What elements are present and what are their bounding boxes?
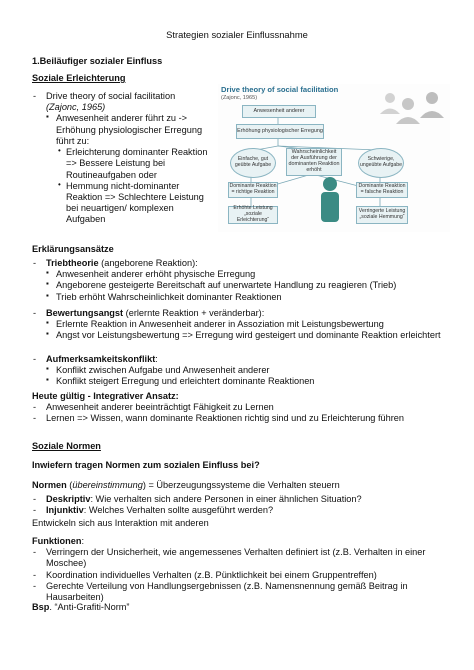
diagram-box-facilitation: Erhöhte Leistung „soziale Erleichterung“: [228, 206, 278, 224]
list-item: - Gerechte Verteilung von Handlungsergebnissen (z.B. Namensnennung gemäß Beitrag in Hausarbeiten): [32, 581, 452, 603]
list-item: [32, 354, 452, 365]
term: Normen: [32, 480, 67, 490]
list-item: - Anwesenheit anderer beeinträchtigt Fähigkeit zu Lernen: [32, 402, 452, 413]
term: Triebtheorie: [46, 258, 99, 268]
list-item: ▪ Anwesenheit anderer erhöht physische Erregung: [32, 269, 452, 280]
diagram-box-presence: Anwesenheit anderer: [242, 105, 316, 118]
term-detail: (angeborene Reaktion):: [98, 258, 198, 268]
list-item: ▪ Angeborene gesteigerte Bereitschaft auf unerwartete Handlung zu reagieren (Trieb): [32, 280, 452, 291]
subsection-heading: Soziale Erleichterung: [32, 73, 126, 83]
diagram-box-arousal: Erhöhung physiologischer Erregung: [236, 124, 324, 139]
norms-question: Inwiefern tragen Normen zum sozialen Einfluss bei?: [32, 460, 260, 470]
section-heading: 1.Beiläufiger sozialer Einfluss: [32, 56, 163, 66]
facilitation-diagram: [218, 84, 450, 232]
list-item: - Verringern der Unsicherheit, wie angemessenes Verhalten definiert ist (z.B. Verhalten in einer Moschee): [32, 547, 452, 569]
list-item: [32, 505, 452, 516]
term: Aufmerksamkeitskonflikt: [46, 354, 156, 364]
diagram-title: Drive theory of social facilitation: [221, 85, 339, 94]
term: Injunktiv: [46, 505, 84, 516]
diagram-subtitle: (Zajonc, 1965): [221, 95, 258, 101]
diagram-oval-hard-task: Schwierige, ungeübte Aufgabe: [358, 148, 404, 178]
person-icon: [321, 177, 339, 222]
list-item: • Hemmung nicht-dominanter Reaktion => Schlechtere Leistung bei neuartigen/ komplexen Aufgaben: [32, 181, 210, 226]
term-italic: übereinstimmung: [72, 480, 143, 490]
facilitation-list: [32, 91, 210, 226]
example-line: [32, 602, 130, 613]
citation: (Zajonc, 1965): [46, 102, 106, 113]
list-item: ▪ Konflikt steigert Erregung und erleichtert dominante Reaktionen: [32, 376, 452, 387]
list-item: ▪ Trieb erhöht Wahrscheinlichkeit dominanter Reaktionen: [32, 292, 452, 303]
term-detail: . “Anti-Grafiti-Norm”: [49, 602, 130, 612]
list-item: - Lernen => Wissen, wann dominante Reaktionen richtig sind und zu Erleichterung führen: [32, 413, 452, 424]
document-title: Strategien sozialer Einflussnahme: [166, 29, 308, 40]
term-detail: :: [81, 536, 85, 546]
term-detail: : Welches Verhalten sollte ausgeführt werden?: [83, 505, 274, 516]
list-item: ▪ Anwesenheit anderer führt zu -> Erhöhung physiologischer Erregung führt zu:: [32, 113, 210, 147]
term: Bsp: [32, 602, 50, 612]
diagram-oval-easy-task: Einfache, gut geübte Aufgabe: [230, 148, 276, 178]
list-item: • Erleichterung dominanter Reaktion => Bessere Leistung bei Routineaufgaben oder: [32, 147, 210, 181]
list-item: [32, 494, 452, 505]
norms-heading: Soziale Normen: [32, 441, 101, 451]
crowd-icon: [380, 92, 444, 124]
functions-heading: [32, 536, 452, 547]
diagram-box-dominant-probability: Wahrscheinlichkeit der Ausführung der dominanten Reaktion erhöht: [286, 148, 342, 176]
list-item: ▪ Konflikt zwischen Aufgabe und Anwesenheit anderer: [32, 365, 452, 376]
explanations-heading: Erklärungsansätze: [32, 244, 114, 254]
term-detail: ) = Überzeugungssysteme die Verhalten steuern: [142, 480, 340, 490]
drive-theory-block: [32, 258, 452, 303]
list-item: - Koordination individuelles Verhalten (z.B. Pünktlichkeit bei einem Gruppentreffen): [32, 570, 452, 581]
term-detail: : Wie verhalten sich andere Personen in einer ähnlichen Situation?: [90, 494, 362, 504]
list-item-text: Drive theory of social facilitation: [46, 91, 176, 101]
term-detail: (: [66, 480, 73, 490]
diagram-box-inhibition: Verringerte Leistung „soziale Hemmung“: [356, 206, 408, 224]
norms-types-list: [32, 494, 452, 516]
term: Bewertungsangst: [46, 308, 124, 318]
integrative-block: [32, 391, 452, 425]
diagram-box-wrong-reaction: Dominante Reaktion = falsche Reaktion: [356, 182, 408, 198]
list-item: [32, 91, 210, 113]
norms-definition: [32, 480, 452, 491]
attention-conflict-block: [32, 354, 452, 388]
list-item: [32, 308, 452, 319]
list-item: [32, 258, 452, 269]
term-detail: (erlernte Reaktion + veränderbar):: [123, 308, 265, 318]
functions-block: [32, 536, 452, 603]
term: Funktionen: [32, 536, 82, 546]
list-item: ▪ Angst vor Leistungsbewertung => Erregung wird gesteigert und dominante Reaktion erleichtert: [32, 330, 452, 341]
evaluation-apprehension-block: [32, 308, 452, 342]
integrative-heading: Heute gültig - Integrativer Ansatz:: [32, 391, 179, 401]
norms-development: Entwickeln sich aus Interaktion mit anderen: [32, 518, 209, 528]
term: Deskriptiv: [46, 494, 91, 504]
term-detail: :: [155, 354, 158, 364]
list-item: ▪ Erlernte Reaktion in Anwesenheit anderer in Assoziation mit Leistungsbewertung: [32, 319, 452, 330]
diagram-box-correct-reaction: Dominante Reaktion = richtige Reaktion: [228, 182, 278, 198]
